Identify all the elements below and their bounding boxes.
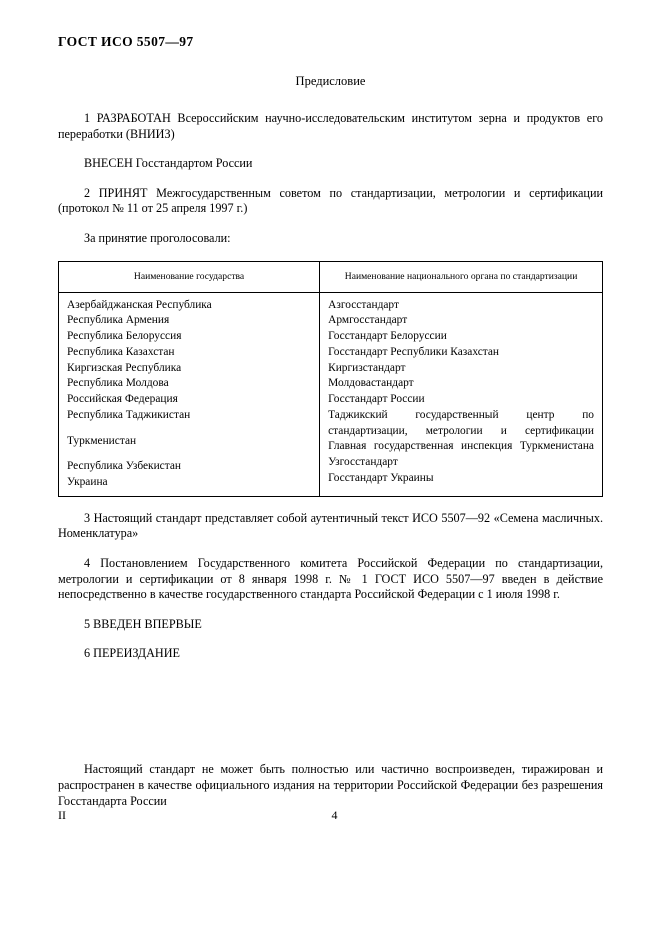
paragraph-developed-by: 1 РАЗРАБОТАН Всероссийским научно-исследовательским институтом зерна и продуктов его переработки (ВНИИЗ) (58, 111, 603, 141)
list-item: Госстандарт России (328, 393, 425, 406)
list-item: Республика Казахстан (67, 345, 175, 358)
list-item: Узгосстандарт (328, 455, 398, 468)
list-item: Госстандарт Белоруссии (328, 330, 447, 343)
list-item: Киргизская Республика (67, 361, 182, 374)
list-item: Туркменистан (67, 434, 137, 447)
document-standard-number: ГОСТ ИСО 5507—97 (58, 34, 194, 49)
list-item: Украина (67, 475, 108, 488)
states-table-head (59, 261, 603, 292)
list-item: Республика Таджикистан (67, 408, 191, 421)
list-item: Республика Молдова (67, 377, 169, 390)
paragraph-adopted-by: 2 ПРИНЯТ Межгосударственным советом по стандартизации, метрологии и сертификации (протокол № 11 от 25 апреля 1997 г.) (58, 185, 603, 216)
paragraph-voted-for: За принятие проголосовали: (84, 231, 231, 246)
state-name-list (67, 298, 311, 491)
list-item: Республика Армения (67, 314, 170, 327)
copyright-note (58, 762, 603, 810)
bodies-cell (320, 292, 603, 496)
list-item: Госстандарт Республики Казахстан (328, 345, 500, 358)
section-title-foreword: Предисловие (295, 74, 366, 88)
list-item: Таджикский государственный центр по стандартизации, метрологии и сертификации (328, 408, 594, 437)
list-item: Молдовастандарт (328, 377, 414, 390)
paragraph-submitted-by: ВНЕСЕН Госстандартом России (84, 156, 253, 171)
body-name-list (328, 298, 594, 487)
states-table (58, 261, 603, 497)
states-table-body (59, 292, 603, 496)
list-item: Киргизстандарт (328, 361, 406, 374)
list-item: Госстандарт Украины (328, 471, 434, 484)
states-cell (59, 292, 320, 496)
paragraph-decree: 4 Постановлением Государственного комитета Российской Федерации по стандартизации, метрологии и сертификации от 8 января 1998 г. № 1 ГОСТ ИСО 5507—97 введен в действие непосредственно в качестве государственного стандарта Российской Федерации с 1 июля 1998 г. (58, 555, 603, 602)
copyright-note-text: Настоящий стандарт не может быть полностью или частично воспроизведен, тиражирован и распространен в качестве официального издания на территории Российской Федерации без разрешения Госстандарта России (58, 762, 603, 808)
list-item: Азербайджанская Республика (67, 298, 212, 311)
table-header-row (59, 261, 603, 292)
page-number-roman: II (58, 808, 66, 822)
paragraph-introduced-first: 5 ВВЕДЕН ВПЕРВЫЕ (84, 616, 202, 631)
list-item: Республика Узбекистан (67, 460, 181, 473)
column-header-body: Наименование национального органа по стандартизации (320, 261, 603, 292)
paragraph-reissue: 6 ПЕРЕИЗДАНИЕ (84, 646, 180, 661)
page-number-arabic: 4 (331, 808, 338, 822)
list-item: Российская Федерация (67, 393, 178, 406)
paragraph-authentic-text: 3 Настоящий стандарт представляет собой аутентичный текст ИСО 5507—92 «Семена масличных. Номенклатура» (58, 510, 603, 541)
table-row (59, 292, 603, 496)
list-item: Армгосстандарт (328, 314, 408, 327)
list-item: Главная государственная инспекция Туркменистана (328, 440, 594, 453)
list-item: Азгосстандарт (328, 298, 399, 311)
column-header-state: Наименование государства (59, 261, 320, 292)
list-item: Республика Белоруссия (67, 330, 182, 343)
